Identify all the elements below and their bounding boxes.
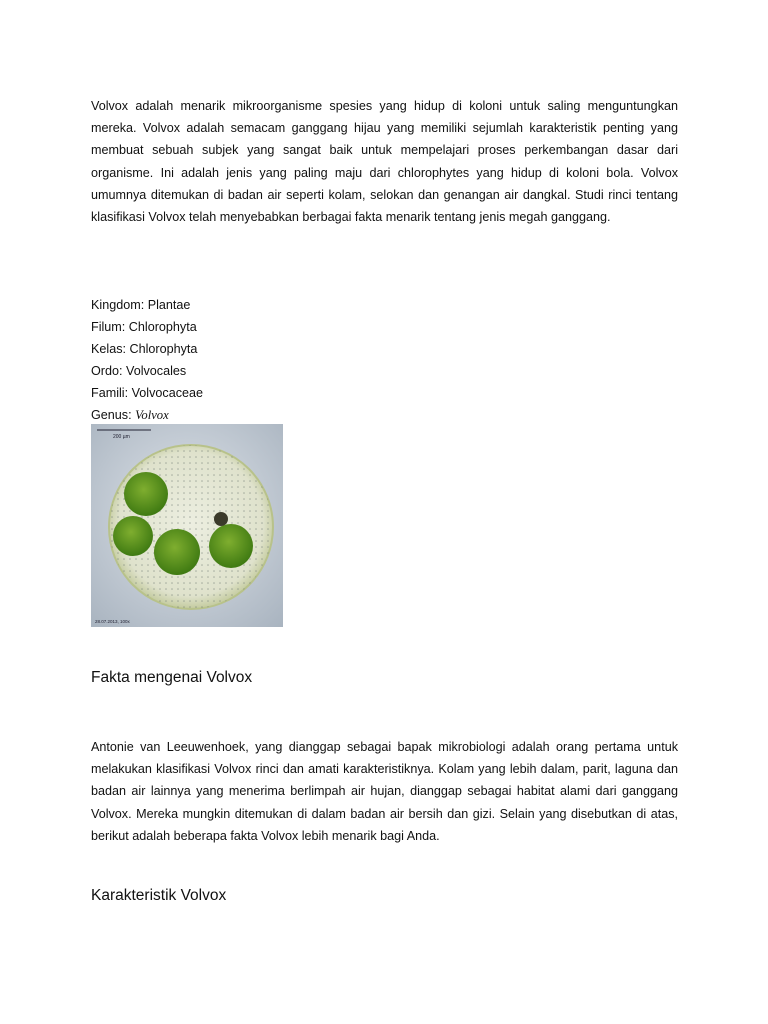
ordo-label: Ordo: bbox=[91, 364, 123, 378]
volvox-micrograph bbox=[91, 424, 283, 627]
fakta-paragraph: Antonie van Leeuwenhoek, yang dianggap sebagai bapak mikrobiologi adalah orang pertama untuk melakukan klasifikasi Volvox rinci dan amati karakteristiknya. Kolam yang lebih dalam, parit, laguna dan badan air lainnya yang menerima berlimpah air hujan, dianggap sebagai habitat alami dari ganggang Volvox. Mereka mungkin ditemukan di dalam badan air bersih dan gizi. Selain yang disebutkan di atas, berikut adalah beberapa fakta Volvox lebih menarik bagi Anda. bbox=[91, 740, 678, 843]
intro-paragraph: Volvox adalah menarik mikroorganisme spesies yang hidup di koloni untuk saling menguntungkan mereka. Volvox adalah semacam ganggang hijau yang memiliki sejumlah karakteristik penting yang membuat sebuah subjek yang sangat baik untuk mempelajari proses perkembangan dasar dari organisme. Ini adalah jenis yang paling maju dari chlorophytes yang hidup di koloni bola. Volvox umumnya ditemukan di badan air seperti kolam, selokan dan genangan air dangkal. Studi rinci tentang klasifikasi Volvox telah menyebabkan berbagai fakta menarik tentang jenis megah ganggang. bbox=[91, 99, 678, 225]
taxonomy-ordo bbox=[91, 360, 203, 382]
kelas-label: Kelas: bbox=[91, 342, 127, 356]
famili-value: Volvocaceae bbox=[131, 386, 204, 400]
kelas-value: Chlorophyta bbox=[129, 342, 198, 356]
kingdom-label: Kingdom: bbox=[91, 298, 145, 312]
taxonomy-filum bbox=[91, 316, 203, 338]
section-heading-karakteristik: Karakteristik Volvox bbox=[91, 887, 227, 904]
taxonomy-famili bbox=[91, 382, 203, 404]
genus-label: Genus: bbox=[91, 408, 132, 422]
famili-label: Famili: bbox=[91, 386, 129, 400]
ordo-value: Volvocales bbox=[126, 364, 187, 378]
kingdom-value: Plantae bbox=[147, 298, 191, 312]
taxonomy-kingdom bbox=[91, 294, 203, 316]
filum-value: Chlorophyta bbox=[128, 320, 197, 334]
scale-bar-label: 200 µm bbox=[113, 434, 130, 440]
taxonomy-kelas bbox=[91, 338, 203, 360]
taxonomy-genus bbox=[91, 404, 203, 426]
section-heading-fakta: Fakta mengenai Volvox bbox=[91, 669, 253, 686]
genus-value: Volvox bbox=[135, 408, 169, 422]
image-caption: 28.07.2013, 100x bbox=[95, 619, 130, 624]
taxonomy-list bbox=[91, 294, 203, 426]
filum-label: Filum: bbox=[91, 320, 126, 334]
